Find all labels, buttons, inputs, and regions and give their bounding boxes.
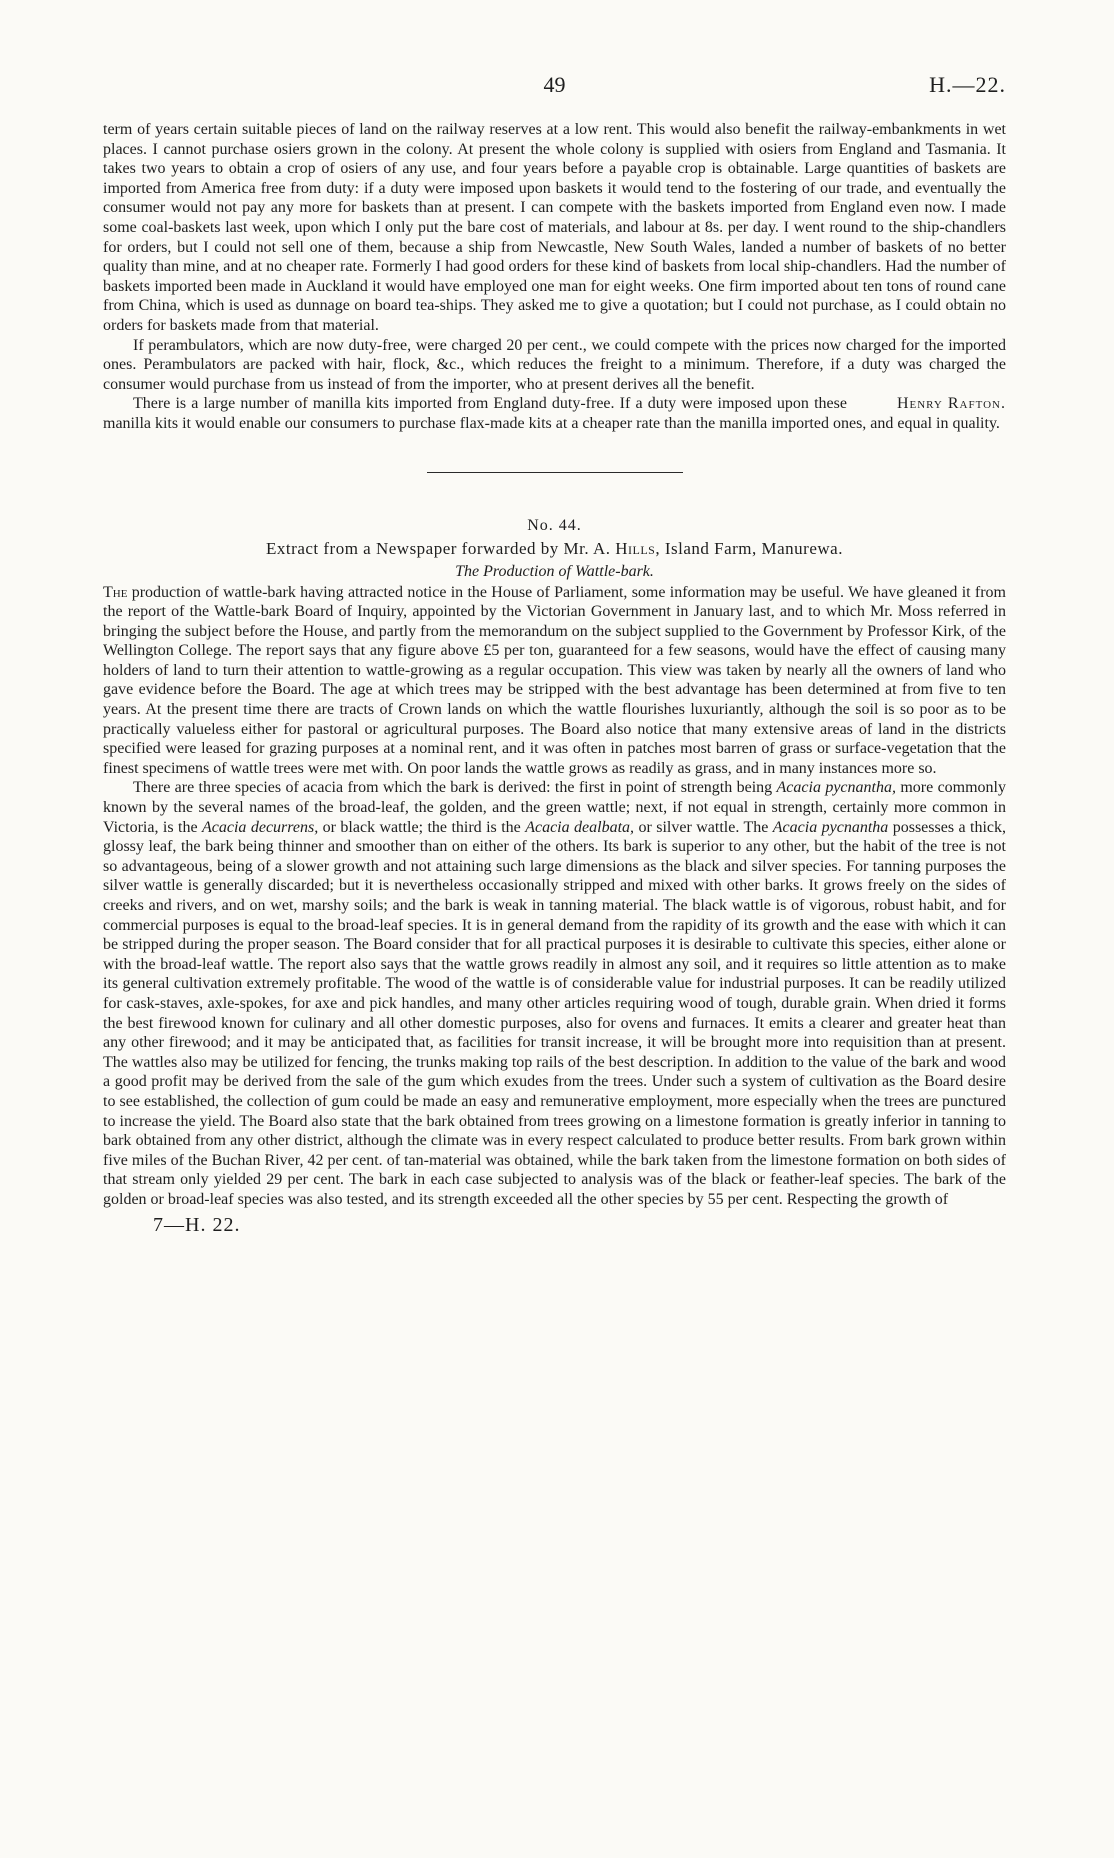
letter-paragraph: If perambulators, which are now duty-free, were charged 20 per cent., we could compete with the prices now charged for the imported ones. Perambulators are packed with hair, flock, &c., which reduces the freight to a minimum. Therefore, if a duty was charged the consumer would purchase from us instead of from the importer, who at present derives all the benefit. [103, 336, 1006, 393]
paragraph-text: or black wattle; the third is the [318, 818, 526, 836]
document-number: No. 44. [527, 516, 582, 534]
species-name: Acacia dealbata, [525, 818, 635, 836]
section-divider [427, 472, 683, 473]
paragraph-text: or silver wattle. The [634, 818, 773, 836]
document-44-section [103, 515, 1006, 1210]
document-page [103, 72, 1006, 1237]
letter-paragraph [103, 394, 1006, 433]
letter-paragraph-text: There is a large number of manilla kits imported from England duty-free. If a duty were imposed upon these manilla kits it would enable our consumers to purchase flax-made kits at a cheaper rate than the manilla imported ones, and equal in quality. [103, 395, 1000, 432]
species-name: Acacia decurrens, [201, 818, 319, 836]
species-name: Acacia pycnantha, [776, 779, 896, 797]
species-name: Acacia pycnantha [772, 818, 889, 836]
article-paragraph [103, 778, 1006, 1209]
document-source [103, 537, 1006, 561]
paragraph-text: more commonly known by the several names of the broad-leaf, the golden, and the green wattle; next, if not equal in strength, certainly more common in Victoria, is the [103, 779, 1007, 836]
signature-mark: 7—H. 22. [153, 1213, 241, 1236]
source-prefix: Extract from a Newspaper forwarded by Mr. A. [266, 538, 616, 558]
source-name: Hills [615, 538, 656, 558]
paragraph-text: There are three species of acacia from which the bark is derived: the first in point of strength being [133, 779, 777, 797]
paragraph-text: production of wattle-bark having attracted notice in the House of Parliament, some information may be useful. We have gleaned it from the report of the Wattle-bark Board of Inquiry, appointed by the Victorian Government in January last, and to which Mr. Moss referred in bringing the subject before the House, and partly from the memorandum on the subject supplied to the Government by Professor Kirk, of the Wellington College. The report says that any figure above £5 per ton, guaranteed for a few seasons, would have the effect of causing many holders of land to turn their attention to wattle-growing as a regular occupation. This view was taken by nearly all the owners of land who gave evidence before the Board. The age at which trees may be stripped with the best advantage has been determined at from five to ten years. At the present time there are tracts of Crown lands on which the wattle flourishes luxuriantly, although the soil is so poor as to be practically valueless either for pastoral or agricultural purposes. The Board also notice that many extensive areas of land in the districts specified were leased for grazing purposes at a nominal rent, and it was often in patches most barren of grass or surface-vegetation that the finest specimens of wattle trees were met with. On poor lands the wattle grows as readily as grass, and in many instances more so. [103, 583, 1006, 777]
letter-paragraph: term of years certain suitable pieces of land on the railway reserves at a low rent. This would also benefit the railway-embankments in wet places. I cannot purchase osiers grown in the colony. At present the whole colony is supplied with osiers from England and Tasmania. It takes two years to obtain a crop of osiers of any use, and four years before a payable crop is obtainable. Large quantities of baskets are imported from America free from duty: if a duty were imposed upon baskets it would tend to the fostering of our trade, and eventually the consumer would not pay any more for baskets than at present. I can compete with the baskets imported from England even now. I made some coal-baskets last week, upon which I only put the bare cost of materials, and labour at 8s. per day. I went round to the ship-chandlers for orders, but I could not sell one of them, because a ship from Newcastle, New South Wales, landed a number of baskets of no better quality than mine, and at no cheaper rate. Formerly I had good orders for these kind of baskets from local ship-chandlers. Had the number of baskets imported been made in Auckland it would have employed one man for eight weeks. One firm imported about ten tons of round cane from China, which is used as dunnage on board tea-ships. They asked me to give a quotation; but I could not purchase, as I could obtain no orders for baskets made from that material. [103, 121, 1006, 334]
paragraph-text: possesses a thick, glossy leaf, the bark being thinner and smoother than on either of the others. Its bark is superior to any other, but the habit of the tree is not so advantageous, being of a slower growth and not attaining such large dimensions as the black and silver species. For tanning purposes the silver wattle is generally discarded; but it is nevertheless occasionally stripped and mixed with other barks. It grows freely on the sides of creeks and rivers, and on wet, marshy soils; and the bark is weak in tanning material. The black wattle is of vigorous, robust habit, and for commercial purposes is equal to the broad-leaf species. It is in general demand from the rapidity of its growth and the ease with which it can be stripped during the proper season. The Board consider that for all practical purposes it is desirable to cultivate this species, either alone or with the broad-leaf wattle. The report also says that the wattle grows readily in almost any soil, and it requires so little attention as to make its general cultivation extremely profitable. The wood of the wattle is of considerable value for industrial purposes. It can be readily utilized for cask-staves, axle-spokes, for axe and pick handles, and many other articles requiring wood of tough, durable grain. When dried it forms the best firewood known for culinary and all other domestic purposes, also for ovens and furnaces. It emits a clearer and greater heat than any other firewood; and it may be anticipated that, as facilities for transit increase, it will be brought more into requisition than at present. The wattles also may be utilized for fencing, the trunks making top rails of the best description. In addition to the value of the bark and wood a good profit may be derived from the sale of the gum which exudes from the trees. Under such a system of cultivation as the Board desire to see established, the collection of gum could be made an easy and remunerative employment, more especially when the trees are punctured to increase the yield. The Board also state that the bark obtained from trees growing on a limestone formation is greatly inferior in tanning to bark obtained from any other district, although the climate was in every respect calculated to produce better results. From bark grown within five miles of the Buchan River, 42 per cent. of tan-material was obtained, while the bark taken from the limestone formation on both sides of that stream only yielded 29 per cent. The bark in each case subjected to analysis was of the black or feather-leaf species. The bark of the golden or broad-leaf species was also tested, and its strength exceeded all the other species by 55 per cent. Respecting the growth of [103, 818, 1007, 1208]
paragraph-lead-word: The [103, 583, 128, 601]
paper-reference: H.—22. [929, 72, 1006, 97]
page-header [103, 72, 1006, 120]
document-heading: The Production of Wattle-bark. [455, 562, 654, 580]
article-paragraph [103, 583, 1006, 779]
letter-signature: Henry Rafton. [896, 395, 1006, 413]
source-suffix: , Island Farm, Manurewa. [655, 538, 843, 558]
letter-section [103, 120, 1006, 434]
page-number: 49 [543, 72, 566, 97]
